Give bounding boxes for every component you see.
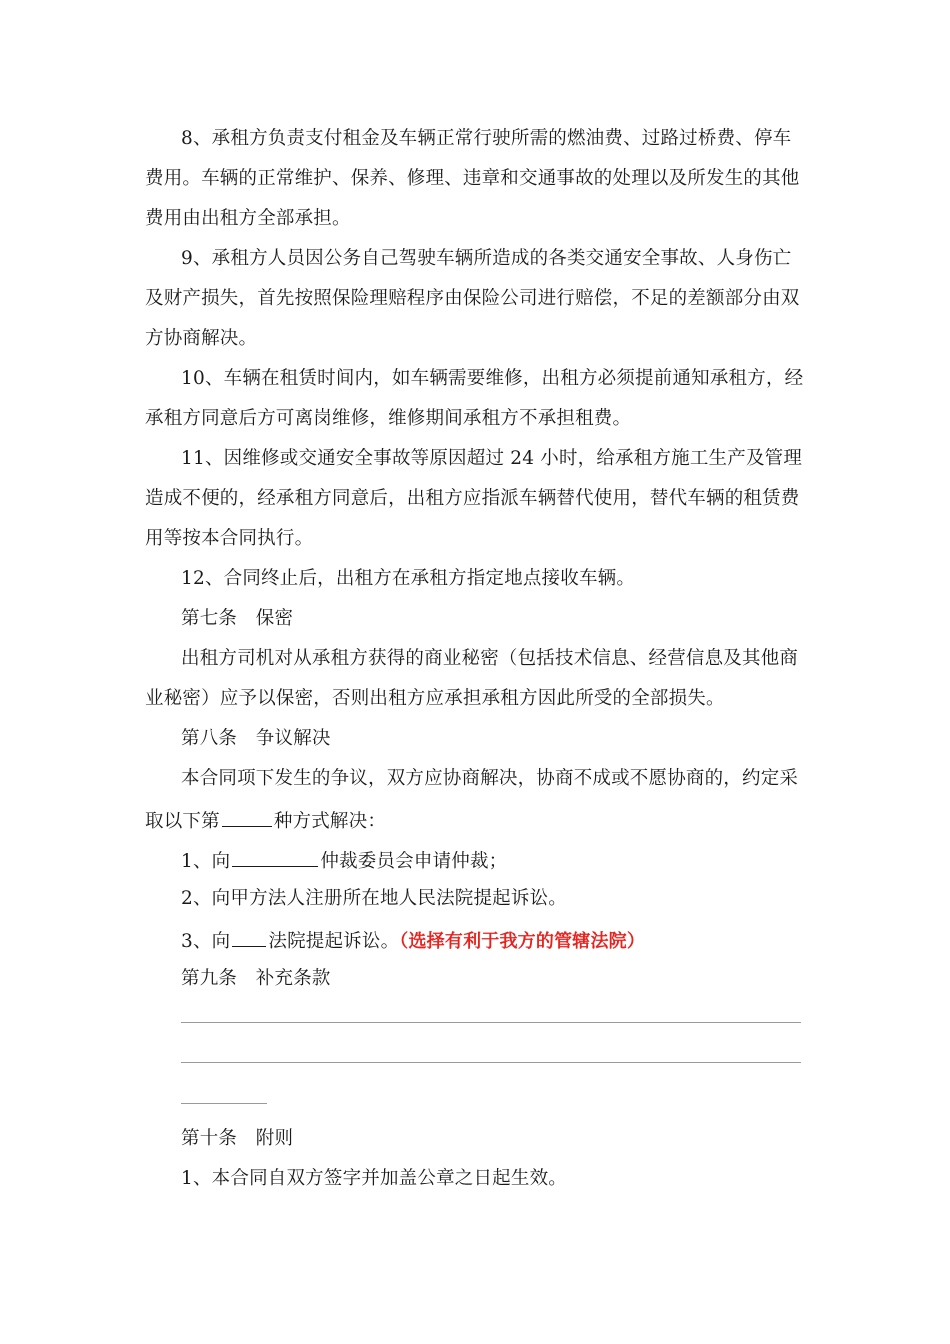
dispute-method-suffix: 种方式解决： — [273, 811, 387, 832]
clause-8-line-1: 8、承租方负责支付租金及车辆正常行驶所需的燃油费、过路过桥费、停车 — [181, 128, 792, 149]
option-3-suffix: 法院提起诉讼。 — [268, 931, 400, 952]
dispute-method-prefix: 取以下第 — [145, 811, 220, 832]
clause-10-line-2: 承租方同意后方可离岗维修，维修期间承租方不承担租费。 — [145, 408, 632, 429]
option-1-line — [181, 846, 507, 875]
clause-9-line-1: 9、承租方人员因公务自己驾驶车辆所造成的各类交通安全事故、人身伤亡 — [181, 248, 792, 269]
option-1-prefix: 1、向 — [181, 851, 231, 872]
article-10-title: 第十条 附则 — [181, 1128, 294, 1149]
article-9-title: 第九条 补充条款 — [181, 968, 331, 989]
option-1-suffix: 仲裁委员会申请仲裁； — [320, 851, 508, 872]
clause-9-line-3: 方协商解决。 — [145, 328, 258, 349]
clause-8-line-2: 费用。车辆的正常维护、保养、修理、违章和交通事故的处理以及所发生的其他 — [145, 168, 800, 189]
clause-9-line-2: 及财产损失，首先按照保险理赔程序由保险公司进行赔偿，不足的差额部分由双 — [145, 288, 800, 309]
court-blank[interactable] — [232, 926, 266, 947]
clause-8-line-3: 费用由出租方全部承担。 — [145, 208, 351, 229]
option-3-line — [181, 926, 645, 955]
article-8-title: 第八条 争议解决 — [181, 728, 331, 749]
supplementary-terms-rule-2[interactable] — [181, 1062, 801, 1063]
clause-11-line-2: 造成不便的，经承租方同意后，出租方应指派车辆替代使用，替代车辆的租赁费 — [145, 488, 800, 509]
supplementary-terms-rule-1[interactable] — [181, 1022, 801, 1023]
option-3-prefix: 3、向 — [181, 931, 231, 952]
article-8-line-1: 本合同项下发生的争议，双方应协商解决，协商不成或不愿协商的，约定采 — [181, 768, 799, 789]
option-2-line: 2、向甲方法人注册所在地人民法院提起诉讼。 — [181, 888, 567, 909]
article-7-line-2: 业秘密）应予以保密，否则出租方应承担承租方因此所受的全部损失。 — [145, 688, 725, 709]
article-8-line-2 — [145, 806, 386, 835]
clause-12-line: 12、合同终止后，出租方在承租方指定地点接收车辆。 — [181, 568, 636, 589]
arbitration-commission-blank[interactable] — [232, 846, 318, 867]
clause-11-line-3: 用等按本合同执行。 — [145, 528, 314, 549]
dispute-method-blank[interactable] — [222, 806, 272, 827]
article-7-title: 第七条 保密 — [181, 608, 294, 629]
clause-10-line-1: 10、车辆在租赁时间内，如车辆需要维修，出租方必须提前通知承租方，经 — [181, 368, 804, 389]
article-10-item-1: 1、本合同自双方签字并加盖公章之日起生效。 — [181, 1168, 567, 1189]
article-7-line-1: 出租方司机对从承租方获得的商业秘密（包括技术信息、经营信息及其他商 — [181, 648, 799, 669]
jurisdiction-note: （选择有利于我方的管辖法院） — [399, 931, 646, 952]
clause-11-line-1: 11、因维修或交通安全事故等原因超过 24 小时，给承租方施工生产及管理 — [181, 448, 803, 469]
supplementary-terms-rule-3[interactable] — [181, 1103, 267, 1104]
